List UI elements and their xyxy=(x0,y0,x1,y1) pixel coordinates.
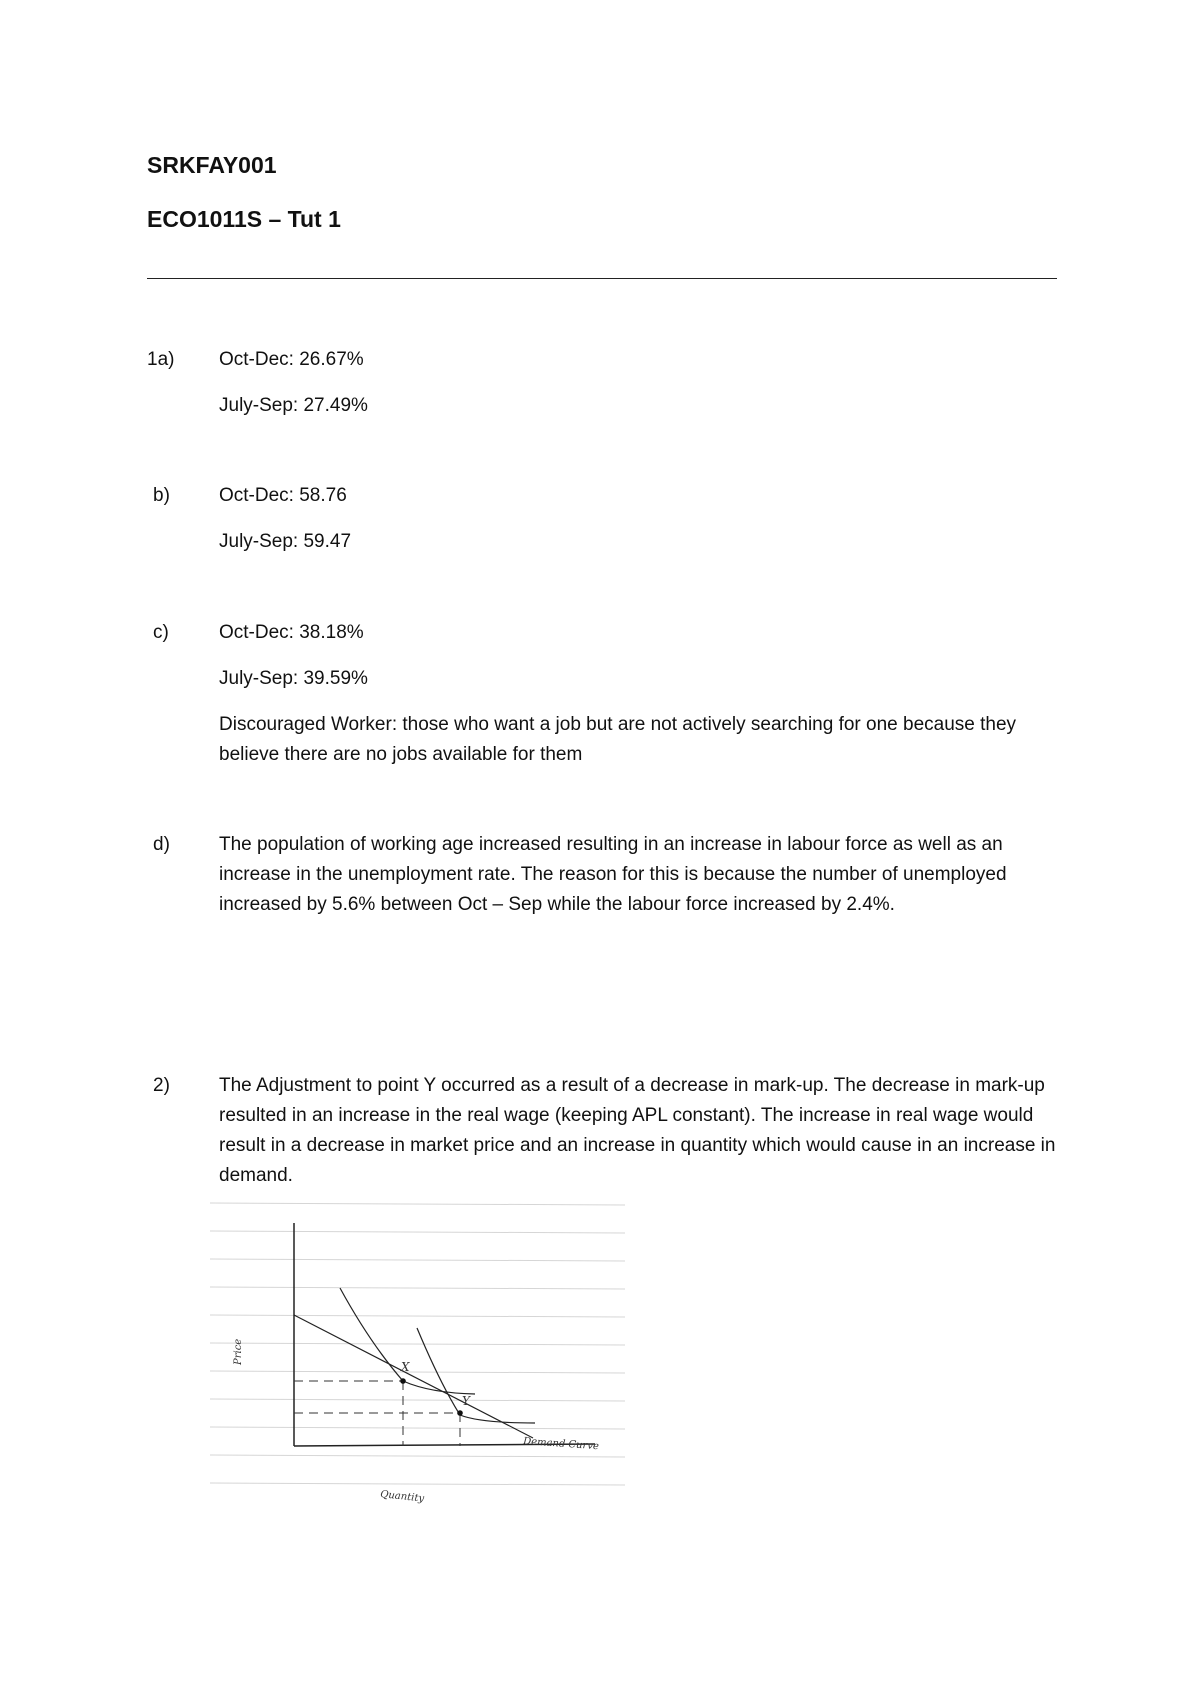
x-axis-label: Quantity xyxy=(379,1489,425,1505)
curves xyxy=(294,1288,535,1438)
question-label-1d: d) xyxy=(153,834,170,855)
answer-1d-paragraph: The population of working age increased resulting in an increase in labour force as well as an increase in the unemployment rate. The reason for this is because the number of unemployed increased by 5.6% between Oct – Sep while the labour force increased by 2.4%. xyxy=(219,834,1007,915)
point-x-marker xyxy=(400,1378,406,1384)
answer-1c-july-sep: July-Sep: 39.59% xyxy=(219,668,368,689)
point-x-label: X xyxy=(401,1360,410,1374)
demand-curve xyxy=(294,1315,533,1438)
curve-through-x xyxy=(340,1288,475,1394)
point-y-label: Y xyxy=(462,1394,470,1408)
question-label-1a: 1a) xyxy=(147,349,175,370)
answer-1a-oct-dec: Oct-Dec: 26.67% xyxy=(219,349,364,370)
y-axis-label: Price xyxy=(233,1338,244,1365)
header-divider xyxy=(147,278,1057,279)
student-id: SRKFAY001 xyxy=(147,152,277,178)
answer-1b-oct-dec: Oct-Dec: 58.76 xyxy=(219,485,347,506)
answer-1a-july-sep: July-Sep: 27.49% xyxy=(219,395,368,416)
answer-2-paragraph: The Adjustment to point Y occurred as a result of a decrease in mark-up. The decrease in mark-up resulted in an increase in the real wage (keeping APL constant). The increase in real wage would result in a decrease in market price and an increase in quantity which would cause in an increase in demand. xyxy=(219,1075,1056,1186)
question-label-1b: b) xyxy=(153,485,170,506)
curve-label: Demand Curve xyxy=(522,1436,600,1453)
demand-sketch-svg xyxy=(205,1193,625,1515)
course-title: ECO1011S – Tut 1 xyxy=(147,206,341,232)
question-label-1c: c) xyxy=(153,622,169,643)
demand-sketch xyxy=(205,1193,625,1515)
question-label-2: 2) xyxy=(153,1075,170,1096)
answer-1b-july-sep: July-Sep: 59.47 xyxy=(219,531,352,552)
answer-1c-oct-dec: Oct-Dec: 38.18% xyxy=(219,622,364,643)
point-y-marker xyxy=(457,1410,463,1416)
discouraged-worker-definition: Discouraged Worker: those who want a job but are not actively searching for one because they believe there are no jobs available for them xyxy=(219,714,1017,765)
